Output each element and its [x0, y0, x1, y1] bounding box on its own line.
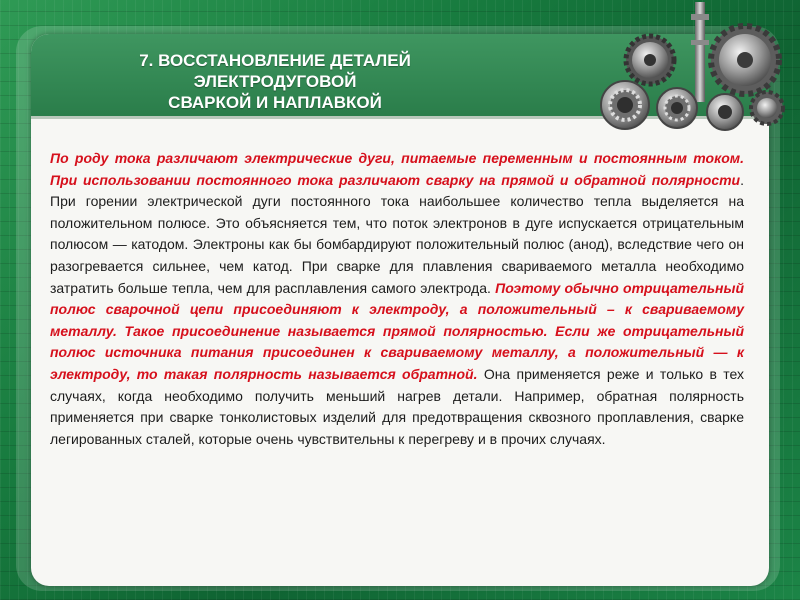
bearing-shape: [657, 88, 697, 128]
title-line-3: СВАРКОЙ И НАПЛАВКОЙ: [168, 93, 382, 112]
body-text-1: . При горении электрической дуги постоянного тока наибольшее количество тепла выделяется на положительном полюсе. Это объясняется тем, что поток электронов в дуге испускается отрицательным полюсом — катодом. Электроны как бы бомбардируют положительный полюс (анод), вследствие чего он разогревается сильнее, чем катод. При сварке для плавления свариваемого металла необходимо затратить больше тепла, чем для расплавления самого электрода.: [50, 171, 744, 296]
bearing-shape: [601, 81, 649, 129]
body-emphasis-1: По роду тока различают электрические дуги, питаемые переменным и постоянным током. При использовании постоянного тока различают сварку на прямой и обратной полярности: [50, 150, 744, 188]
title-line-1: 7. ВОССТАНОВЛЕНИЕ ДЕТАЛЕЙ: [139, 51, 411, 70]
bearing-shape: [707, 94, 743, 130]
body-emphasis-2: Поэтому обычно отрицательный полюс сварочной цепи присоединяют к электроду, а положительный – к свариваемому металлу. Такое присоединение называется прямой полярностью. Если же отрицательный полюс источника питания присоединен к свариваемому металлу, а положительный — к электроду, то такая полярность называется обратной.: [50, 279, 745, 382]
gears-and-bearings-picture: [555, 0, 785, 145]
gear-shape: [626, 36, 674, 84]
slide-title: [31, 50, 519, 113]
gear-shape: [711, 26, 779, 94]
title-line-2: ЭЛЕКТРОДУГОВОЙ: [193, 72, 357, 91]
slide-body-text: [50, 148, 744, 450]
gear-shape: [751, 92, 783, 124]
body-text-2: Она применяется реже и только в тех случаях, когда необходимо получить меньший нагрев детали. Например, обратная полярность применяется при сварке тонколистовых изделий для предотвращения сквозного проплавления, сварке легированных сталей, которые очень чувствительны к перегреву и в прочих случаях.: [50, 365, 744, 447]
